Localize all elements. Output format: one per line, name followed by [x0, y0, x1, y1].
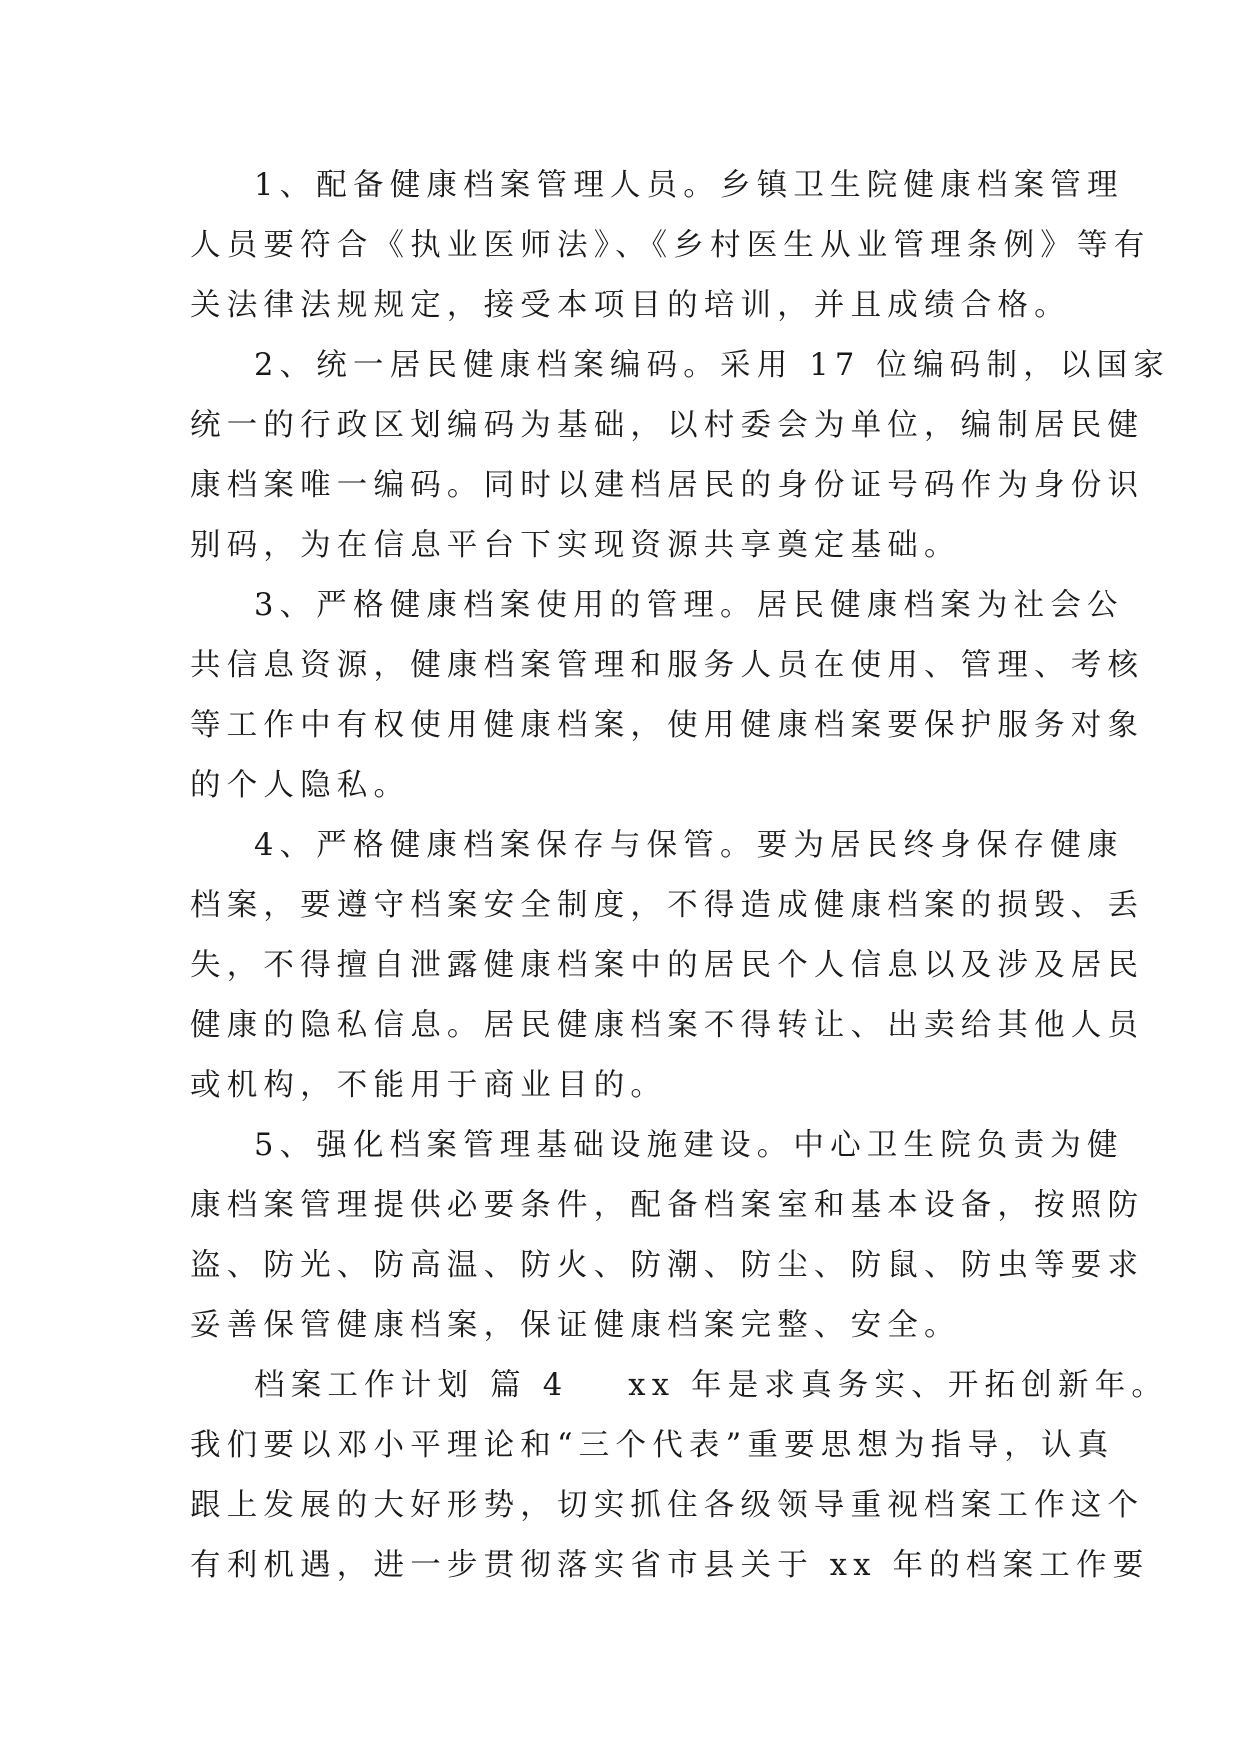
- section-1: [190, 156, 1151, 336]
- paragraph-line: 我们要以邓小平理论和“三个代表”重要思想为指导，认真: [190, 1428, 1115, 1463]
- paragraph-line: 等工作中有权使用健康档案，使用健康档案要保护服务对象: [190, 708, 1145, 743]
- paragraph-line: 3、严格健康档案使用的管理。居民健康档案为社会公: [254, 588, 1124, 623]
- paragraph-line: 盗、防光、防高温、防火、防潮、防尘、防鼠、防虫等要求: [190, 1248, 1145, 1283]
- plan-intro: xx 年是求真务实、开拓创新年。: [628, 1368, 1169, 1403]
- paragraph-line: 健康的隐私信息。居民健康档案不得转让、出卖给其他人员: [190, 1008, 1145, 1043]
- paragraph-line: 档案，要遵守档案安全制度，不得造成健康档案的损毁、丢: [190, 888, 1145, 923]
- paragraph-line: 康档案管理提供必要条件，配备档案室和基本设备，按照防: [190, 1188, 1145, 1223]
- section-2: [190, 336, 1171, 576]
- paragraph-line: 关法律法规规定，接受本项目的培训，并且成绩合格。: [190, 288, 1071, 323]
- paragraph-line: 失，不得擅自泄露健康档案中的居民个人信息以及涉及居民: [190, 948, 1145, 983]
- paragraph-line: 或机构，不能用于商业目的。: [190, 1068, 668, 1103]
- paragraph-line: 2、统一居民健康档案编码。采用 17 位编码制，以国家: [254, 348, 1171, 383]
- paragraph-line: 别码，为在信息平台下实现资源共享奠定基础。: [190, 528, 961, 563]
- paragraph-line: 妥善保管健康档案，保证健康档案完整、安全。: [190, 1308, 961, 1343]
- section-3: [190, 576, 1145, 816]
- paragraph-line: 康档案唯一编码。同时以建档居民的身份证号码作为身份识: [190, 468, 1145, 503]
- paragraph-line: 统一的行政区划编码为基础，以村委会为单位，编制居民健: [190, 408, 1145, 443]
- paragraph-line: 跟上发展的大好形势，切实抓住各级领导重视档案工作这个: [190, 1488, 1145, 1523]
- plan-heading: 档案工作计划 篇 4: [254, 1368, 569, 1403]
- plan-section: [190, 1356, 1169, 1596]
- paragraph-line: 共信息资源，健康档案管理和服务人员在使用、管理、考核: [190, 648, 1145, 683]
- paragraph-line: 5、强化档案管理基础设施建设。中心卫生院负责为健: [254, 1128, 1124, 1163]
- paragraph-line: 1、配备健康档案管理人员。乡镇卫生院健康档案管理: [254, 168, 1124, 203]
- paragraph-line: 的个人隐私。: [190, 768, 411, 803]
- paragraph-line: 人员要符合《执业医师法》、《乡村医生从业管理条例》等有: [190, 228, 1151, 263]
- section-4: [190, 816, 1145, 1116]
- plan-first-line: [190, 1356, 1169, 1416]
- paragraph-line: 4、严格健康档案保存与保管。要为居民终身保存健康: [254, 828, 1124, 863]
- document-page: [190, 156, 1171, 1596]
- paragraph-line: 有利机遇，进一步贯彻落实省市县关于 xx 年的档案工作要: [190, 1548, 1150, 1583]
- section-5: [190, 1116, 1145, 1356]
